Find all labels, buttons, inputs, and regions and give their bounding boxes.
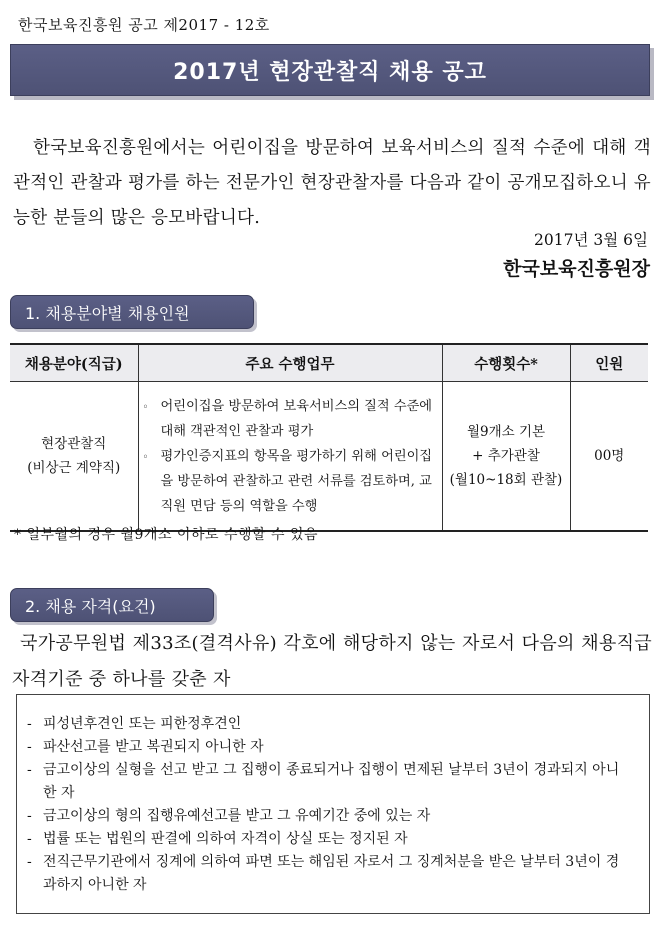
bullet-icon: ◦ (142, 451, 149, 463)
list-item-text: 전직근무기관에서 징계에 의하여 파면 또는 해임된 자로서 그 징계처분을 받은 날부터 3년이 경과하지 아니한 자 (43, 854, 620, 893)
announcement-date: 2017년 3월 6일 (534, 231, 648, 249)
list-item (27, 736, 629, 759)
duty-text: 어린이집을 방문하여 보육서비스의 질적 수준에 대해 객관적인 관찰과 평가 (160, 398, 433, 439)
disqualification-box (16, 694, 650, 914)
field-type: (비상근 계약직) (27, 460, 121, 476)
table-row (10, 382, 648, 532)
intro-paragraph: 한국보육진흥원에서는 어린이집을 방문하여 보육서비스의 질적 수준에 대해 객관적인 관찰과 평가를 하는 전문가인 현장관찰자를 다음과 같이 공개모집하오니 유능한 분들의 많은 응모바랍니다. (13, 138, 651, 228)
notice-number: 한국보육진흥원 공고 제2017 - 12호 (18, 16, 270, 34)
cell-count (442, 382, 570, 532)
count-range: (월10~18회 관찰) (449, 472, 563, 488)
bullet-icon: ◦ (142, 401, 149, 413)
cell-field (10, 382, 138, 532)
positions-table (10, 343, 648, 532)
list-item (27, 759, 629, 805)
dash-icon: - (27, 739, 32, 755)
count-extra: + 추가관찰 (472, 448, 540, 464)
field-name: 현장관찰직 (41, 436, 107, 452)
dash-icon: - (27, 716, 32, 732)
table-footnote: * 일부월의 경우 월9개소 이하로 수행할 수 있음 (14, 527, 318, 543)
list-item-text: 금고이상의 형의 집행유예선고를 받고 그 유예기간 중에 있는 자 (43, 808, 431, 824)
title-banner (10, 44, 650, 96)
dash-icon: - (27, 831, 32, 847)
list-item-text: 법률 또는 법원의 판결에 의하여 자격이 상실 또는 정지된 자 (43, 831, 408, 847)
section-heading-positions: 1. 채용분야별 채용인원 (10, 295, 254, 329)
duty-item (143, 394, 438, 444)
list-item-text: 파산선고를 받고 복권되지 아니한 자 (43, 739, 264, 755)
header-headcount: 인원 (570, 344, 648, 382)
header-duties: 주요 수행업무 (138, 344, 442, 382)
list-item-text: 금고이상의 실형을 선고 받고 그 집행이 종료되거나 집행이 면제된 날부터 3년이 경과되지 아니한 자 (43, 762, 620, 801)
list-item (27, 713, 629, 736)
header-count: 수행횟수* (442, 344, 570, 382)
list-item (27, 828, 629, 851)
dash-icon: - (27, 762, 32, 778)
table-header-row (10, 344, 648, 382)
cell-headcount: 00명 (570, 382, 648, 532)
dash-icon: - (27, 854, 32, 870)
header-field: 채용분야(직급) (10, 344, 138, 382)
disqualification-list (17, 695, 649, 897)
dash-icon: - (27, 808, 32, 824)
count-base: 월9개소 기본 (466, 424, 546, 440)
list-item (27, 805, 629, 828)
page-title: 2017년 현장관찰직 채용 공고 (173, 59, 487, 85)
duty-text: 평가인증지표의 항목을 평가하기 위해 어린이집을 방문하여 관찰하고 관련 서류를 검토하며, 교직원 면담 등의 역할을 수행 (160, 448, 433, 514)
list-item (27, 851, 629, 897)
duty-item (143, 444, 438, 519)
cell-duties (138, 382, 442, 532)
qualification-intro: 국가공무원법 제33조(결격사유) 각호에 해당하지 않는 자로서 다음의 채용직급 자격기준 중 하나를 갖춘 자 (12, 633, 652, 690)
section-heading-qualifications: 2. 채용 자격(요건) (10, 588, 214, 622)
organization-signature: 한국보육진흥원장 (503, 258, 650, 280)
list-item-text: 피성년후견인 또는 피한정후견인 (43, 716, 242, 732)
